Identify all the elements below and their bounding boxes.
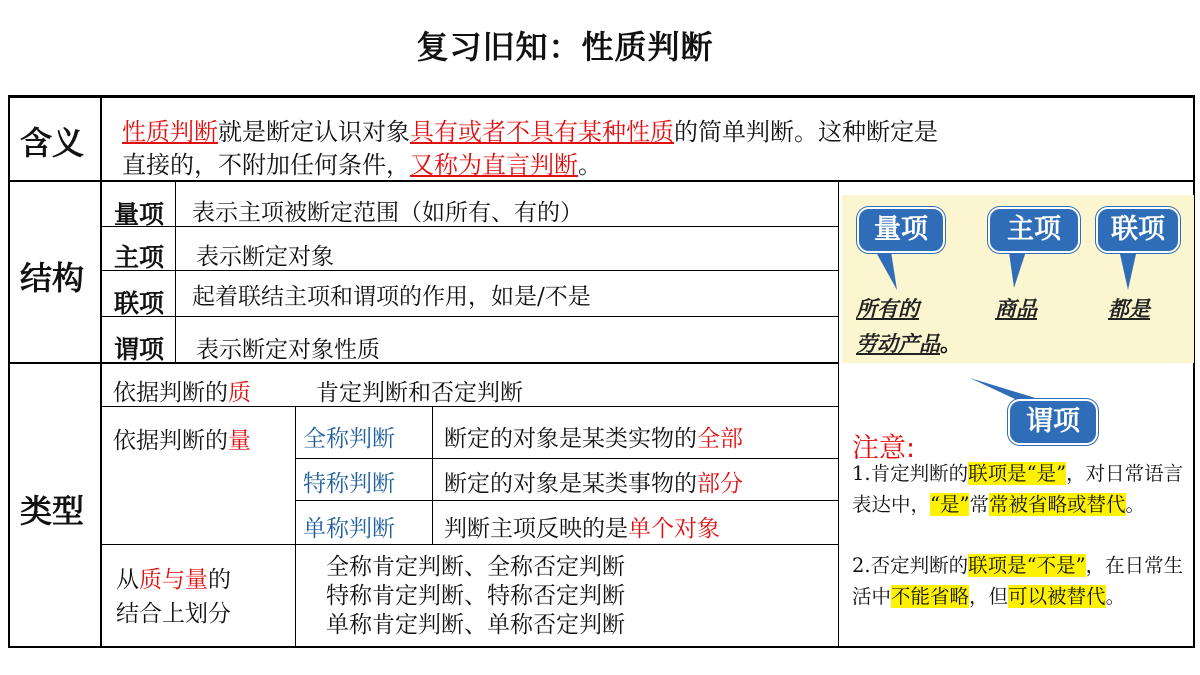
meaning-header: 含义: [20, 124, 85, 162]
notice-segment: 。: [1105, 584, 1126, 608]
structure-label-quantifier: 量项: [114, 200, 165, 229]
notice-segment: 1.肯定判断的: [852, 462, 969, 485]
notice-segment: 常: [969, 492, 989, 516]
notice-segment: “是”: [930, 492, 970, 516]
meaning-segment: 。: [578, 151, 602, 179]
meaning-segment: 的简单判断。这种断定是: [674, 118, 938, 146]
notice-segment: ，在日常生活中: [852, 554, 1184, 608]
callout-copula: 联项: [1096, 207, 1180, 253]
notice-segment: ，对日常语言表达中，: [852, 462, 1184, 516]
quantity-label: 依据判断的量: [113, 428, 251, 454]
meaning-segment: 具有或者不具有某种性质: [410, 118, 674, 146]
notice-segment: ，但: [969, 584, 1009, 608]
notice-segment: 联项是“是”: [968, 462, 1067, 485]
combo-line: 单称肯定判断、单称否定判断: [326, 612, 625, 638]
meaning-segment: 直接的，不附加任何条件，: [122, 151, 410, 179]
type-singular-desc: 判断主项反映的是单个对象: [444, 516, 720, 542]
notice-segment: 。: [1125, 492, 1146, 516]
example-subject: 商品: [995, 297, 1037, 321]
notice-segment: 联项是“不是”: [968, 554, 1086, 577]
meaning-segment: 就是断定认识对象: [218, 118, 410, 146]
callout-predicate: 谓项: [1008, 399, 1098, 445]
structure-label-predicate: 谓项: [114, 335, 165, 364]
callout-subject: 主项: [988, 207, 1080, 253]
notice-segment: 可以被替代: [1008, 584, 1106, 608]
callout-quantifier: 量项: [857, 207, 945, 253]
type-singular: 单称判断: [303, 516, 395, 542]
meaning-line-1: [122, 112, 938, 147]
structure-desc-quantifier: 表示主项被断定范围（如所有、有的）: [192, 200, 583, 226]
notice-title: 注意:: [852, 433, 916, 464]
quality-desc: 肯定判断和否定判断: [316, 380, 523, 406]
combo-line: 特称肯定判断、特称否定判断: [326, 583, 625, 609]
structure-label-subject: 主项: [114, 243, 165, 272]
structure-desc-subject: 表示断定对象: [196, 244, 334, 270]
type-universal-desc: 断定的对象是某类实物的全部: [444, 426, 743, 452]
quality-label: 依据判断的质: [113, 380, 251, 406]
structure-label-copula: 联项: [114, 289, 165, 318]
combo-line: 全称肯定判断、全称否定判断: [326, 554, 625, 580]
notice-segment: 不能省略: [891, 584, 970, 608]
meaning-segment: 又称为直言判断: [410, 151, 578, 179]
notice-item-2: [852, 551, 1192, 612]
notice-item-1: [852, 459, 1192, 520]
type-particular-desc: 断定的对象是某类事物的部分: [444, 471, 743, 497]
example-predicate: 劳动产品: [856, 332, 940, 356]
example-predicate-line: 劳动产品。: [856, 332, 961, 356]
type-particular: 特称判断: [303, 471, 395, 497]
example-copula: 都是: [1108, 297, 1150, 321]
combo-list: [326, 553, 625, 640]
page-title: 复习旧知：性质判断: [416, 28, 714, 66]
meaning-line-2: [122, 145, 602, 180]
meaning-segment: 性质判断: [122, 118, 218, 146]
notice-segment: 常被省略或替代: [988, 492, 1126, 516]
structure-header: 结构: [20, 259, 85, 297]
example-quantifier: 所有的: [856, 297, 919, 321]
structure-desc-predicate: 表示断定对象性质: [196, 337, 380, 363]
notice-segment: 2.否定判断的: [852, 554, 969, 577]
structure-desc-copula: 起着联结主项和谓项的作用，如是/不是: [192, 284, 591, 310]
type-universal: 全称判断: [303, 426, 395, 452]
combo-label: 从质与量的 结合上划分: [116, 567, 231, 627]
types-header: 类型: [20, 492, 85, 530]
